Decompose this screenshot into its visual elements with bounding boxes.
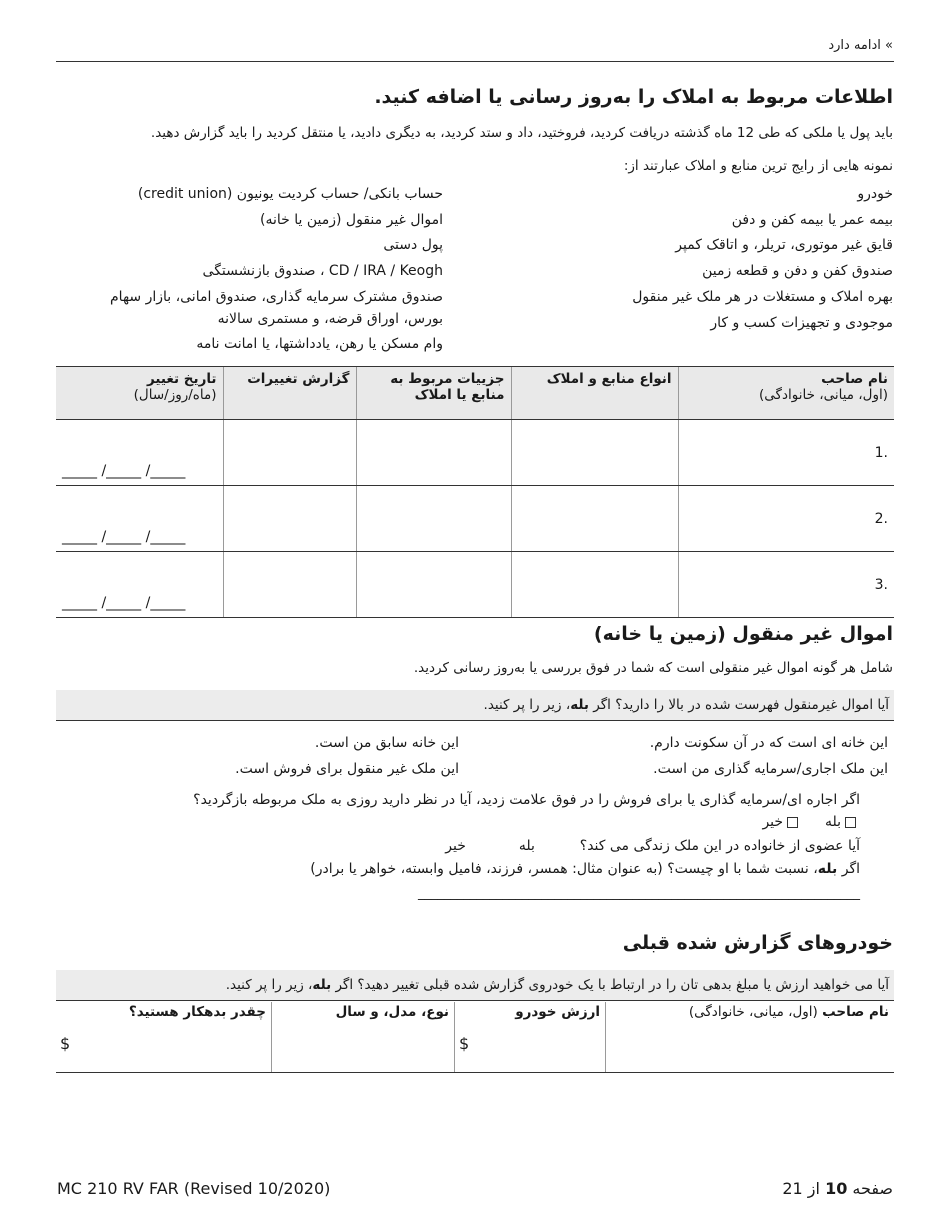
assets-intro: باید پول یا ملکی که طی 12 ماه گذشته دریافت کردید، فروختید، داد و ستد کردید، به دیگری دادید، یا منتقل کردید را باید گزارش دهید.: [150, 125, 893, 141]
home-residence-option[interactable]: این خانه ای است که در آن سکونت دارم.: [649, 735, 888, 751]
vehicles-title: خودروهای گزارش شده قبلی: [622, 932, 893, 954]
list-item: قایق غیر موتوری، تریلر، و اتاقک کمپر: [675, 237, 893, 253]
page-number: صفحه 10 از 21: [782, 1179, 893, 1198]
report-cell[interactable]: [223, 420, 356, 486]
divider: [56, 61, 894, 62]
list-item: صندوق کفن و دفن و قطعه زمین: [702, 263, 893, 279]
list-item: اموال غیر منقول (زمین یا خانه): [260, 212, 443, 228]
yes-label: بله: [824, 814, 841, 830]
assets-table: [56, 367, 894, 618]
list-item: وام مسکن یا رهن، یادداشتها، یا امانت نامه: [196, 336, 443, 352]
real-estate-intro: شامل هر گونه اموال غیر منقولی است که شما در فوق بررسی یا به‌روز رسانی کردید.: [413, 660, 893, 676]
details-cell[interactable]: [356, 420, 511, 486]
examples-left-list: [43, 186, 443, 361]
table-row: [56, 486, 894, 552]
date-cell[interactable]: _____ /_____ /_____: [56, 552, 223, 618]
family-no-label[interactable]: خیر: [445, 838, 466, 854]
examples-label: نمونه هایی از رایج ترین منابع و املاک عبارتند از:: [623, 158, 893, 174]
dollar-sign: $: [60, 1034, 71, 1053]
yes-checkbox[interactable]: [845, 817, 856, 828]
dollar-sign: $: [459, 1034, 470, 1053]
relationship-question: اگر بله، نسبت شما با او چیست؟ (به عنوان مثال: همسر، فرزند، فامیل وابسته، خواهر یا برادر): [310, 861, 860, 877]
list-item: صندوق مشترک سرمایه گذاری، صندوق امانی، بازار سهام: [110, 289, 443, 305]
family-question-row: [445, 838, 860, 854]
date-column-header: تاریخ تغییر (ماه/روز/سال): [56, 367, 223, 420]
type-cell[interactable]: [511, 552, 678, 618]
type-cell[interactable]: [511, 486, 678, 552]
for-sale-option[interactable]: این ملک غیر منقول برای فروش است.: [235, 761, 459, 777]
date-cell[interactable]: _____ /_____ /_____: [56, 420, 223, 486]
rental-investment-option[interactable]: این ملک اجاری/سرمایه گذاری من است.: [653, 761, 888, 777]
list-item: پول دستی: [383, 237, 443, 253]
owner-cell[interactable]: .1: [678, 420, 894, 486]
table-row: [56, 420, 894, 486]
vehicle-table: [56, 1002, 894, 1073]
amount-owed-column[interactable]: چقدر بدهکار هستید؟ $: [60, 1004, 266, 1053]
real-estate-title: اموال غیر منقول (زمین یا خانه): [593, 623, 893, 645]
table-row: [56, 552, 894, 618]
details-cell[interactable]: [356, 486, 511, 552]
date-cell[interactable]: _____ /_____ /_____: [56, 486, 223, 552]
owner-cell[interactable]: .3: [678, 552, 894, 618]
owner-column-header: نام صاحب (اول، میانی، خانوادگی): [678, 367, 894, 420]
report-cell[interactable]: [223, 552, 356, 618]
former-home-option[interactable]: این خانه سابق من است.: [314, 735, 459, 751]
family-yes-label[interactable]: بله: [518, 838, 535, 854]
no-checkbox[interactable]: [787, 817, 798, 828]
no-label: خیر: [762, 814, 784, 830]
vehicles-question-bar: آیا می خواهید ارزش یا مبلغ بدهی تان را در ارتباط با یک خودروی گزارش شده قبلی تغییر دهید؟ اگر بله، زیر را پر کنید.: [56, 970, 894, 1001]
examples-right-list: [493, 186, 893, 340]
real-estate-question-bar: آیا اموال غیرمنقول فهرست شده در بالا را دارید؟ اگر بله، زیر را پر کنید.: [56, 690, 894, 721]
report-cell[interactable]: [223, 486, 356, 552]
owner-cell[interactable]: .2: [678, 486, 894, 552]
list-item: حساب بانکی/ حساب کردیت یونیون (credit union): [137, 186, 443, 202]
type-cell[interactable]: [511, 420, 678, 486]
details-column-header: جزییات مربوط به منابع یا املاک: [356, 367, 511, 420]
list-item: CD / IRA / Keogh ، صندوق بازنشستگی: [202, 263, 443, 279]
list-item: موجودی و تجهیزات کسب و کار: [710, 315, 893, 331]
type-column-header: انواع منابع و املاک: [511, 367, 678, 420]
list-item: بهره املاک و مستغلات در هر ملک غیر منقول: [632, 289, 893, 305]
continued-label: » ادامه دارد: [828, 38, 893, 53]
family-question: آیا عضوی از خانواده در این ملک زندگی می کند؟: [579, 838, 860, 854]
form-id: MC 210 RV FAR (Revised 10/2020): [57, 1179, 331, 1198]
vehicle-value-column[interactable]: ارزش خودرو $: [454, 1002, 605, 1072]
list-item: بورس، اوراق قرضه، و مستمری سالانه: [217, 311, 443, 327]
relationship-answer-line[interactable]: ____________________________________________________________________: [418, 886, 860, 901]
return-question: اگر اجاره ای/سرمایه گذاری یا برای فروش را در فوق علامت زدید، آیا در نظر دارید روزی به ملک مربوطه بازگردید؟: [193, 792, 860, 808]
return-answer-group: [762, 814, 860, 830]
type-model-year-column[interactable]: نوع، مدل، و سال: [271, 1002, 454, 1072]
owner-column[interactable]: نام صاحب (اول، میانی، خانوادگی): [605, 1002, 894, 1072]
report-column-header: گزارش تغییرات: [223, 367, 356, 420]
table-header-row: [56, 367, 894, 420]
details-cell[interactable]: [356, 552, 511, 618]
list-item: خودرو: [857, 186, 893, 202]
list-item: بیمه عمر یا بیمه کفن و دفن: [731, 212, 893, 228]
assets-title: اطلاعات مربوط به املاک را به‌روز رسانی یا اضافه کنید.: [374, 86, 893, 108]
